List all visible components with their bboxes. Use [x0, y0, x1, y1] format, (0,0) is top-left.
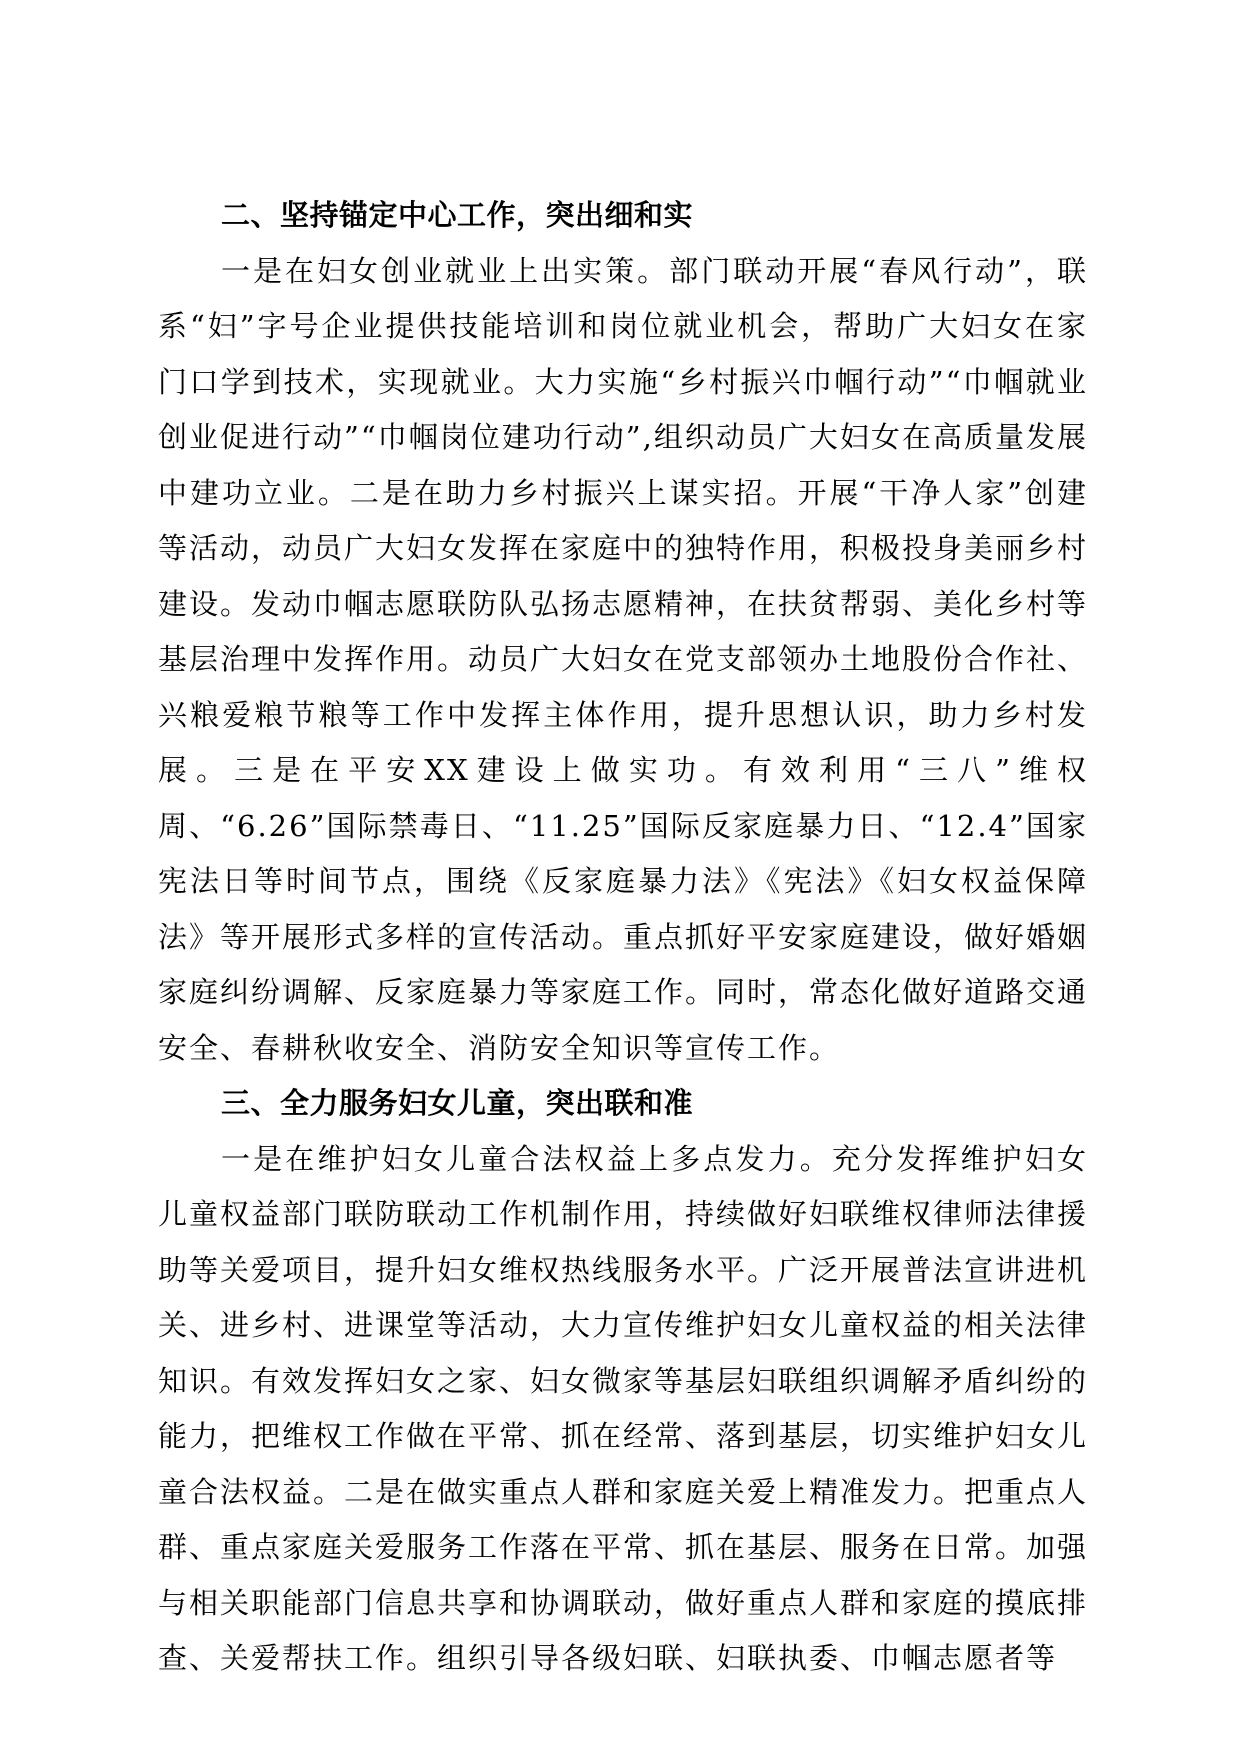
section-paragraph-3: 一是在维护妇女儿童合法权益上多点发力。充分发挥维护妇女儿童权益部门联防联动工作机制作用，持续做好妇联维权律师法律援助等关爱项目，提升妇女维权热线服务水平。广泛开展普法宣讲进机关、进乡村、进课堂等活动，大力宣传维护妇女儿童权益的相关法律知识。有效发挥妇女之家、妇女微家等基层妇联组织调解矛盾纠纷的能力，把维权工作做在平常、抓在经常、落到基层，切实维护妇女儿童合法权益。二是在做实重点人群和家庭关爱上精准发力。把重点人群、重点家庭关爱服务工作落在平常、抓在基层、服务在日常。加强与相关职能部门信息共享和协调联动，做好重点人群和家庭的摸底排查、关爱帮扶工作。组织引导各级妇联、妇联执委、巾帼志愿者等 — [158, 1141, 1089, 1675]
section-paragraph-2: 一是在妇女创业就业上出实策。部门联动开展“春风行动”，联系“妇”字号企业提供技能培训和岗位就业机会，帮助广大妇女在家门口学到技术，实现就业。大力实施“乡村振兴巾帼行动”“巾帼就业创业促进行动”“巾帼岗位建功行动”,组织动员广大妇女在高质量发展中建功立业。二是在助力乡村振兴上谋实招。开展“干净人家”创建等活动，动员广大妇女发挥在家庭中的独特作用，积极投身美丽乡村建设。发动巾帼志愿联防队弘扬志愿精神，在扶贫帮弱、美化乡村等基层治理中发挥作用。动员广大妇女在党支部领办土地股份合作社、兴粮爱粮节粮等工作中发挥主体作用，提升思想认识，助力乡村发展。三是在平安XX建设上做实功。有效利用“三八”维权周、“6.26”国际禁毒日、“11.25”国际反家庭暴力日、“12.4”国家宪法日等时间节点，围绕《反家庭暴力法》《宪法》《妇女权益保障法》等开展形式多样的宣传活动。重点抓好平安家庭建设，做好婚姻家庭纠纷调解、反家庭暴力等家庭工作。同时，常态化做好道路交通安全、春耕秋收安全、消防安全知识等宣传工作。 — [158, 253, 1089, 1065]
document-body — [158, 188, 1088, 1687]
section-heading-3: 三、全力服务妇女儿童，突出联和准 — [221, 1086, 694, 1120]
section-heading-2: 二、坚持锚定中心工作，突出细和实 — [221, 198, 694, 232]
